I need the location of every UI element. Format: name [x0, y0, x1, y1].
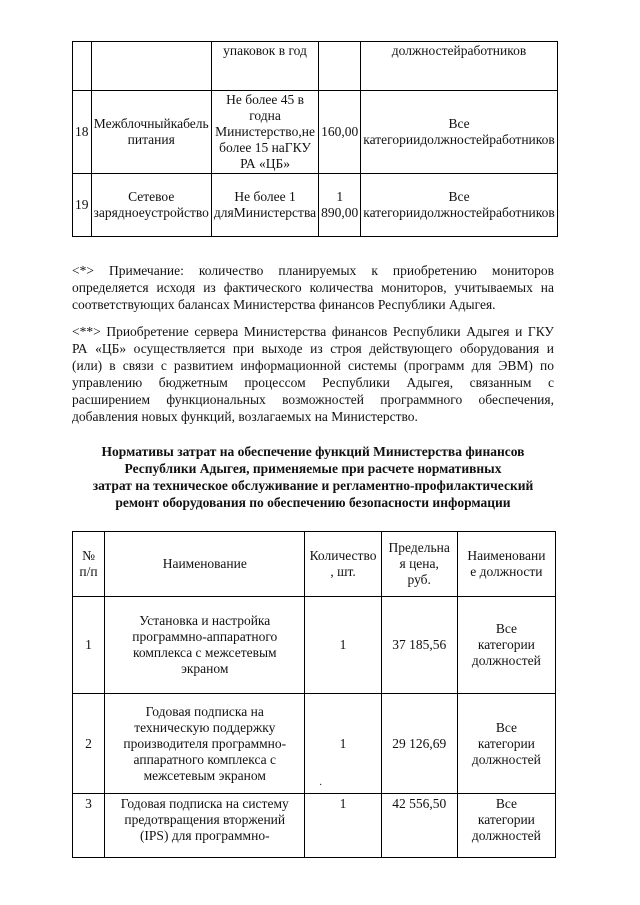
table-row — [73, 42, 558, 91]
text-line: определяется исходя из фактического количества мониторов, учитываемых на — [72, 280, 554, 295]
text-line: категории — [477, 735, 535, 751]
text-line: не более 15 на — [219, 124, 315, 155]
title-line: Республики Адыгея, применяемые при расчете нормативных — [124, 461, 502, 476]
text-line: программно-аппаратного — [132, 629, 278, 644]
row-number: 19 — [73, 174, 92, 237]
devices-norms-table-continued — [72, 41, 558, 237]
item-quantity: 1 — [305, 694, 381, 794]
table-row — [73, 794, 556, 858]
text-line: управлению бюджетным процессом Республики Адыгея, связанным с — [72, 375, 554, 390]
security-equipment-norms-table — [72, 531, 556, 858]
text-line: Наименовани — [467, 548, 546, 563]
text-line: должностей — [391, 43, 461, 58]
item-price: 160,00 — [319, 91, 361, 174]
server-footnote — [72, 323, 554, 425]
text-line: должностей — [471, 653, 541, 668]
text-line: Не более 1 для — [213, 189, 296, 220]
text-line: Министерства — [233, 205, 317, 220]
text-line: Предельна — [388, 540, 450, 555]
item-limit — [211, 42, 318, 91]
text-line: Годовая подписка на систему — [120, 796, 289, 811]
text-line: е должности — [470, 564, 543, 579]
text-line: комплекса с межсетевым — [132, 645, 277, 660]
table-row — [73, 174, 558, 237]
item-price: 37 185,56 — [381, 597, 457, 694]
table-header-row — [73, 532, 556, 597]
item-limit — [211, 91, 318, 174]
row-number: 18 — [73, 91, 92, 174]
text-line: на Министерство, — [215, 108, 302, 139]
item-price: 29 126,69 — [381, 694, 457, 794]
text-line: производителя программно- — [123, 735, 287, 751]
item-name — [105, 794, 305, 858]
text-line: (или) в связи с развитием информационной системы (программ для ЭВМ) по — [72, 358, 554, 373]
header-position — [457, 532, 555, 597]
title-line: затрат на техническое обслуживание и регламентно-профилактический — [92, 478, 534, 493]
item-name — [105, 597, 305, 694]
text-line: ГКУ РА «ЦБ» — [240, 140, 311, 171]
text-line: упаковок в год — [223, 43, 307, 58]
text-line: соответствующих балансах Министерства финансов Республики Адыгея. — [72, 297, 496, 312]
header-name — [105, 532, 305, 597]
text-line: работников — [489, 132, 555, 147]
text-line: Сетевое зарядное — [93, 189, 175, 220]
item-limit — [211, 174, 318, 237]
text-line: п/п — [79, 564, 98, 579]
item-quantity: 1 — [305, 597, 381, 694]
item-positions — [361, 42, 558, 91]
text-line: я цена, — [399, 556, 439, 571]
title-line: ремонт оборудования по обеспечению безопасности информации — [115, 495, 511, 510]
title-line: Нормативы затрат на обеспечение функций Министерства финансов — [101, 444, 525, 459]
text-line: добавления новых функций, возлагаемых на Министерство. — [72, 409, 418, 424]
text-line: межсетевым экраном — [143, 767, 266, 783]
text-line: аппаратного комплекса с — [133, 751, 276, 767]
item-name — [91, 42, 211, 91]
text-line: должностей — [420, 132, 490, 147]
item-positions — [361, 174, 558, 237]
item-price: 42 556,50 — [381, 794, 457, 858]
text-line: Все категории — [363, 189, 470, 220]
item-name — [91, 174, 211, 237]
text-line: Все — [495, 796, 517, 811]
table-row — [73, 597, 556, 694]
text-line: Не более 45 в год — [226, 92, 304, 123]
text-line: Все — [495, 621, 517, 636]
row-number: 3 — [73, 794, 105, 858]
text-line: РА «ЦБ» осуществляется при выходе из строя действующего оборудования и — [72, 341, 554, 356]
header-quantity — [305, 532, 381, 597]
stray-mark: · — [319, 780, 323, 791]
text-line: <**> Приобретение сервера Министерства финансов Республики Адыгея и ГКУ — [72, 324, 554, 339]
item-name — [91, 91, 211, 174]
text-line: Все категории — [363, 116, 470, 147]
text-line: , шт. — [330, 564, 356, 579]
text-line: устройство — [144, 205, 209, 220]
text-line: категории — [477, 637, 535, 652]
text-line: категории — [477, 812, 535, 827]
table-row — [73, 694, 556, 794]
text-line: руб. — [407, 572, 431, 587]
text-line: Количество — [309, 548, 377, 563]
monitors-footnote — [72, 262, 554, 313]
text-line: (IPS) для программно- — [139, 828, 270, 843]
item-position — [457, 794, 555, 858]
header-number — [73, 532, 105, 597]
text-line: работников — [489, 205, 555, 220]
text-line: <*> Примечание: количество планируемых к приобретению мониторов — [72, 263, 554, 278]
text-line: Все — [495, 719, 517, 735]
row-number: 1 — [73, 597, 105, 694]
text-line: кабель питания — [127, 116, 209, 147]
row-number: 2 — [73, 694, 105, 794]
item-position — [457, 694, 555, 794]
item-positions — [361, 91, 558, 174]
text-line: должностей — [471, 828, 541, 843]
row-number — [73, 42, 92, 91]
item-name — [105, 694, 305, 794]
text-line: Установка и настройка — [139, 613, 271, 628]
text-line: № — [82, 548, 95, 563]
item-position — [457, 597, 555, 694]
item-price — [319, 42, 361, 91]
text-line: расширением функциональных возможностей программного обеспечения, — [72, 392, 554, 407]
header-price — [381, 532, 457, 597]
text-line: Годовая подписка на — [145, 703, 264, 719]
text-line: Наименование — [162, 556, 247, 571]
text-line: Межблочный — [93, 116, 171, 131]
text-line: экраном — [181, 661, 229, 676]
section-title — [72, 443, 554, 511]
text-line: предотвращения вторжений — [124, 812, 286, 827]
text-line: должностей — [471, 751, 541, 767]
table-row — [73, 91, 558, 174]
item-quantity: 1 — [305, 794, 381, 858]
text-line: техническую поддержку — [134, 719, 276, 735]
text-line: работников — [460, 43, 527, 58]
item-price: 1 890,00 — [319, 174, 361, 237]
text-line: должностей — [420, 205, 490, 220]
